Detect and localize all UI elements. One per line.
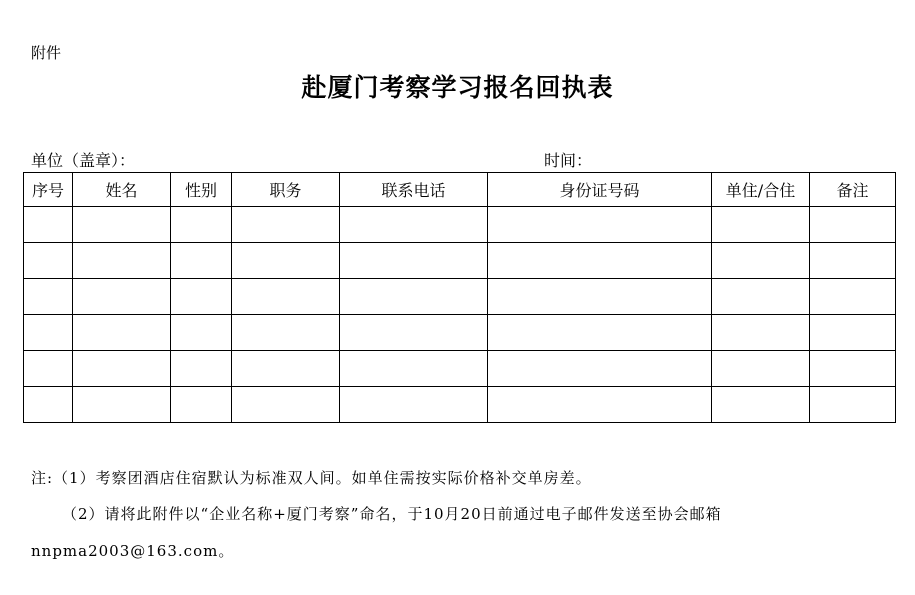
table-cell[interactable] (171, 207, 232, 243)
table-cell[interactable] (712, 207, 810, 243)
table-cell[interactable] (712, 279, 810, 315)
time-label: 时间： (544, 151, 593, 170)
table-cell[interactable] (232, 279, 340, 315)
note-line-3: nnpma2003@163.com。 (31, 542, 235, 560)
table-cell[interactable] (712, 243, 810, 279)
table-cell[interactable] (810, 207, 896, 243)
header-room-type: 单住/合住 (712, 173, 810, 207)
registration-table (23, 172, 896, 423)
table-cell[interactable] (232, 387, 340, 423)
table-cell[interactable] (810, 243, 896, 279)
header-id-number: 身份证号码 (488, 173, 712, 207)
table-cell[interactable] (24, 279, 73, 315)
table-cell[interactable] (171, 315, 232, 351)
table-cell[interactable] (488, 315, 712, 351)
table-cell[interactable] (24, 243, 73, 279)
table-row (24, 207, 896, 243)
table-cell[interactable] (73, 387, 171, 423)
table-cell[interactable] (24, 207, 73, 243)
table-cell[interactable] (24, 351, 73, 387)
note-line-2: （2）请将此附件以“企业名称+厦门考察”命名，于10月20日前通过电子邮件发送至协会邮箱 (62, 505, 722, 523)
table-cell[interactable] (73, 315, 171, 351)
table-cell[interactable] (488, 351, 712, 387)
unit-seal-label: 单位（盖章）： (31, 151, 136, 170)
table-cell[interactable] (340, 279, 488, 315)
table-row (24, 315, 896, 351)
table-cell[interactable] (488, 387, 712, 423)
table-cell[interactable] (340, 207, 488, 243)
table-cell[interactable] (810, 387, 896, 423)
table-cell[interactable] (171, 387, 232, 423)
table-cell[interactable] (171, 279, 232, 315)
table-cell[interactable] (810, 351, 896, 387)
table-row (24, 387, 896, 423)
attachment-label: 附件 (31, 44, 62, 62)
table-cell[interactable] (712, 315, 810, 351)
table-cell[interactable] (810, 315, 896, 351)
table-cell[interactable] (232, 207, 340, 243)
table-cell[interactable] (24, 315, 73, 351)
table-cell[interactable] (340, 387, 488, 423)
header-phone: 联系电话 (340, 173, 488, 207)
table-cell[interactable] (712, 387, 810, 423)
table-cell[interactable] (232, 351, 340, 387)
table-cell[interactable] (488, 279, 712, 315)
table-row (24, 279, 896, 315)
header-position: 职务 (232, 173, 340, 207)
table-cell[interactable] (810, 279, 896, 315)
table-cell[interactable] (73, 279, 171, 315)
table-cell[interactable] (340, 315, 488, 351)
table-row (24, 243, 896, 279)
table-header-row (24, 173, 896, 207)
table-cell[interactable] (712, 351, 810, 387)
page-title: 赴厦门考察学习报名回执表 (301, 73, 614, 102)
note-line-1: 注:（1）考察团酒店住宿默认为标准双人间。如单住需按实际价格补交单房差。 (31, 469, 592, 487)
table-cell[interactable] (73, 351, 171, 387)
table-cell[interactable] (171, 243, 232, 279)
table-cell[interactable] (171, 351, 232, 387)
table-cell[interactable] (488, 243, 712, 279)
table-cell[interactable] (73, 207, 171, 243)
header-name: 姓名 (73, 173, 171, 207)
table-cell[interactable] (232, 243, 340, 279)
header-serial: 序号 (24, 173, 73, 207)
table-body (24, 207, 896, 423)
table-cell[interactable] (73, 243, 171, 279)
table-cell[interactable] (24, 387, 73, 423)
table-cell[interactable] (340, 243, 488, 279)
header-remarks: 备注 (810, 173, 896, 207)
table-cell[interactable] (232, 315, 340, 351)
table-row (24, 351, 896, 387)
table-cell[interactable] (488, 207, 712, 243)
table-cell[interactable] (340, 351, 488, 387)
header-gender: 性别 (171, 173, 232, 207)
